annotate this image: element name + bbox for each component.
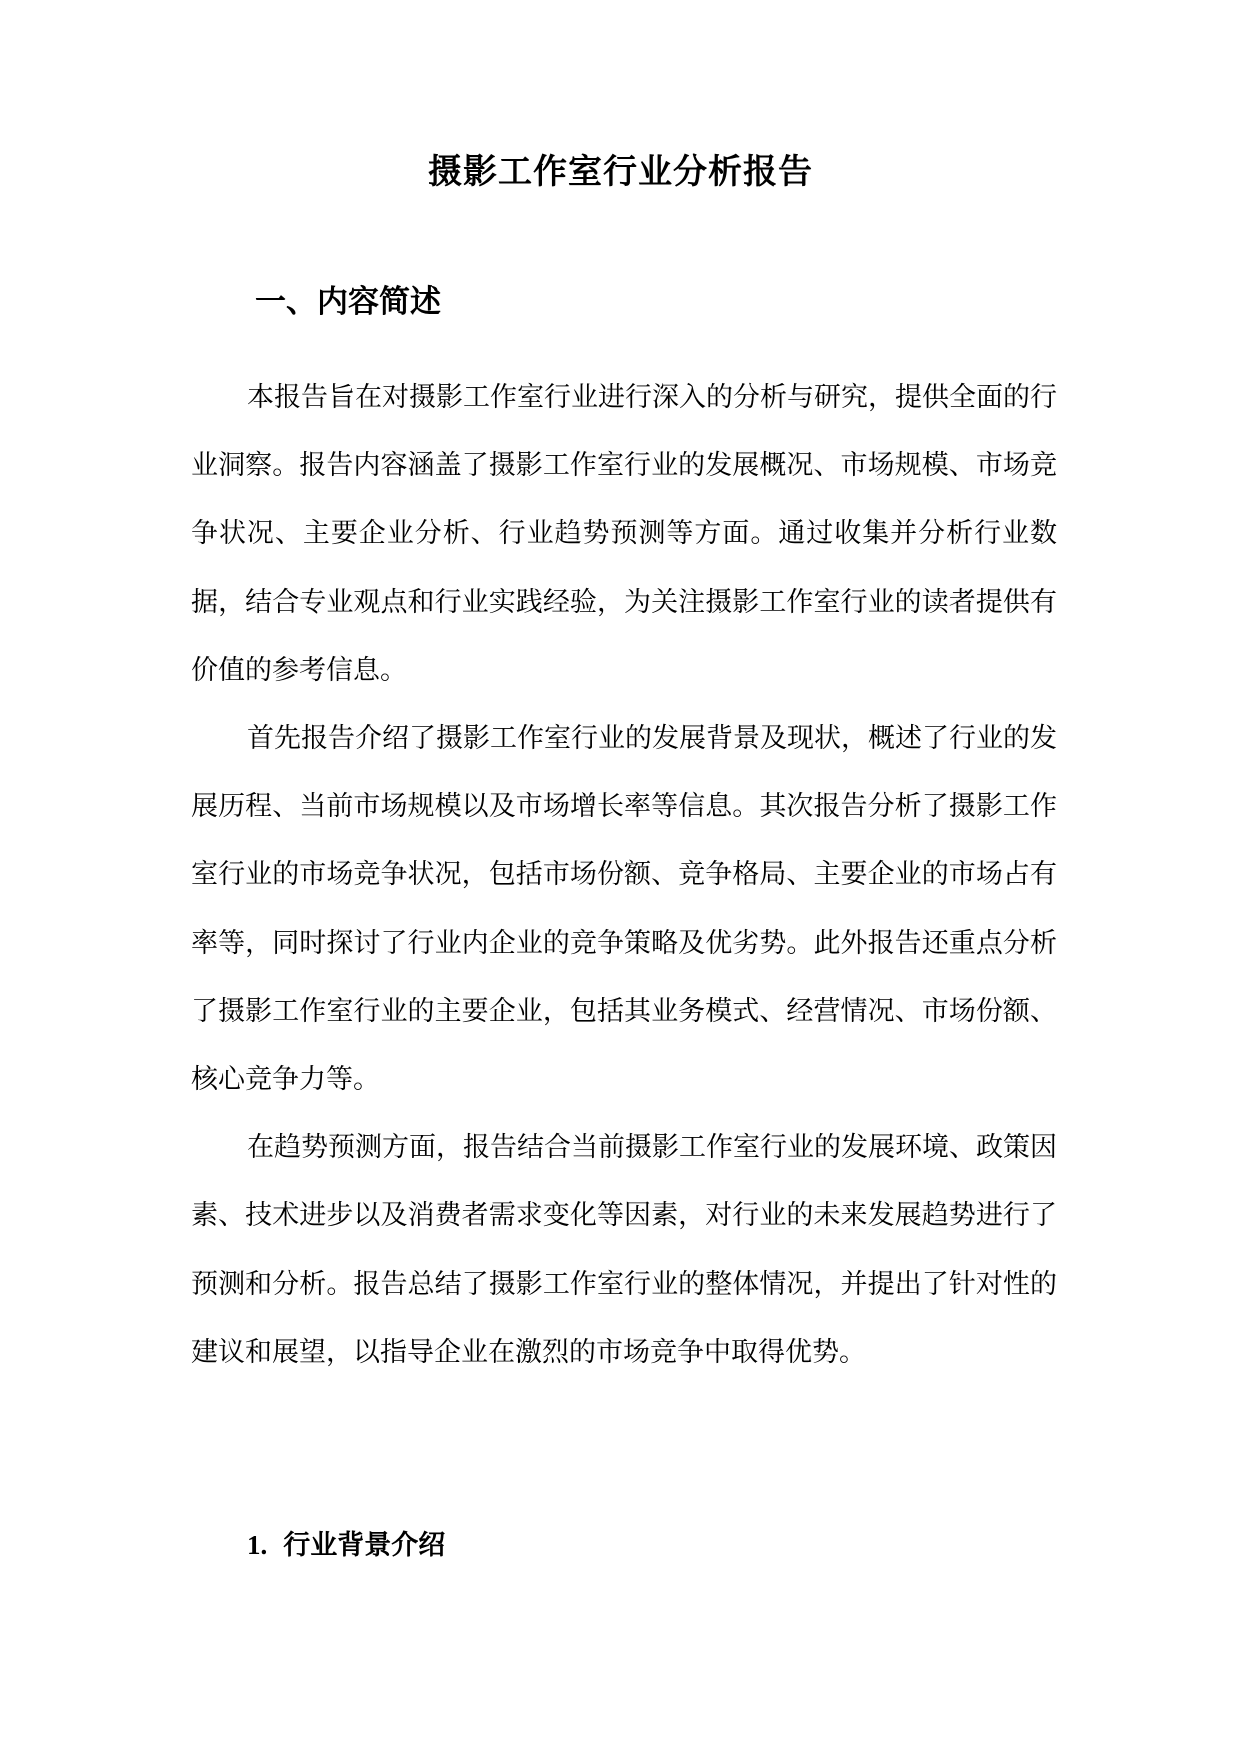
subsection-title: 行业背景介绍 (283, 1530, 446, 1561)
subsection-number: 1. (247, 1530, 268, 1560)
body-text (191, 364, 1057, 1387)
paragraph-3: 在趋势预测方面，报告结合当前摄影工作室行业的发展环境、政策因素、技术进步以及消费者需求变化等因素，对行业的未来发展趋势进行了预测和分析。报告总结了摄影工作室行业的整体情况，并提出了针对性的建议和展望，以指导企业在激烈的市场竞争中取得优势。 (191, 1132, 1057, 1368)
subsection-heading (247, 1525, 445, 1566)
page-title: 摄影工作室行业分析报告 (428, 152, 813, 192)
section-heading: 一、内容简述 (255, 284, 441, 320)
paragraph-1: 本报告旨在对摄影工作室行业进行深入的分析与研究，提供全面的行业洞察。报告内容涵盖了摄影工作室行业的发展概况、市场规模、市场竞争状况、主要企业分析、行业趋势预测等方面。通过收集并分析行业数据，结合专业观点和行业实践经验，为关注摄影工作室行业的读者提供有价值的参考信息。 (191, 382, 1057, 686)
paragraph-2: 首先报告介绍了摄影工作室行业的发展背景及现状，概述了行业的发展历程、当前市场规模以及市场增长率等信息。其次报告分析了摄影工作室行业的市场竞争状况，包括市场份额、竞争格局、主要企业的市场占有率等，同时探讨了行业内企业的竞争策略及优劣势。此外报告还重点分析了摄影工作室行业的主要企业，包括其业务模式、经营情况、市场份额、核心竞争力等。 (191, 723, 1057, 1096)
